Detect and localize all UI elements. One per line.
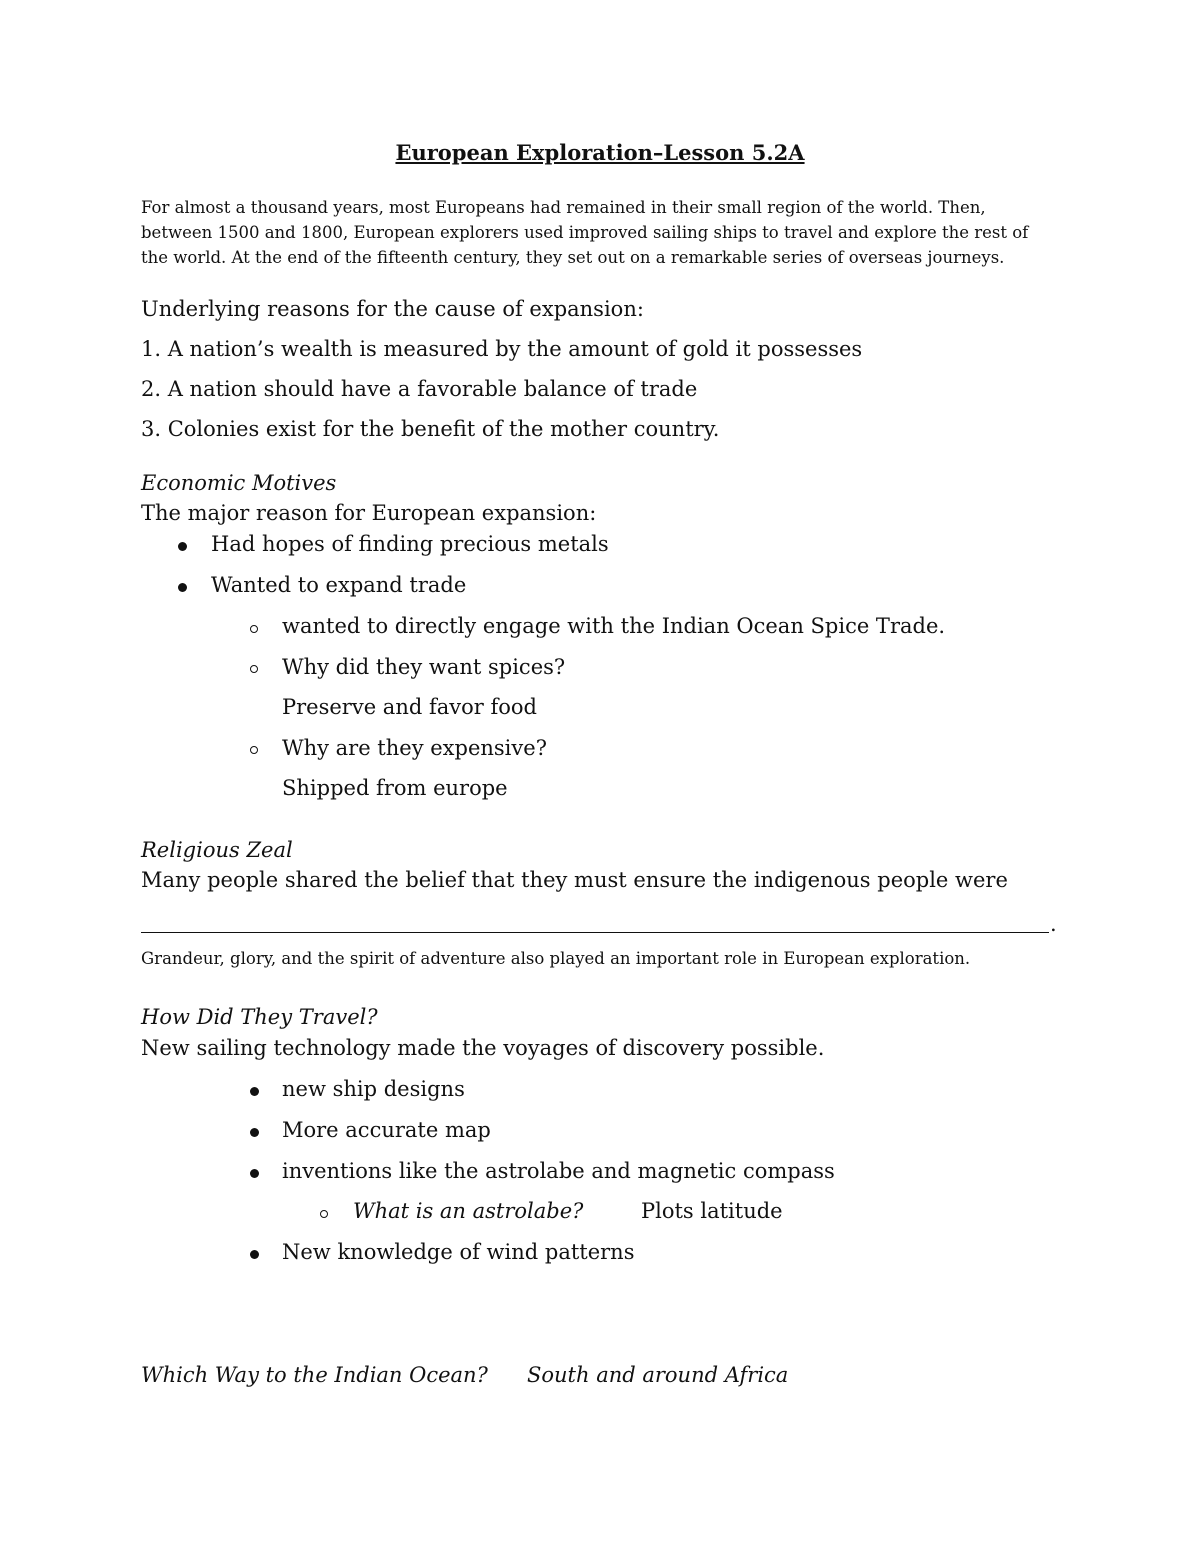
sub-bullet-icon [250, 665, 258, 673]
travel-lead: New sailing technology made the voyages of discovery possible. [141, 1036, 825, 1060]
indian-ocean-answer: South and around Africa [527, 1363, 789, 1387]
reason-item: 2. A nation should have a favorable balance of trade [141, 377, 698, 401]
sub-question: What is an astrolabe? [353, 1199, 584, 1223]
bullet-icon [250, 1250, 259, 1259]
sub-answer: Plots latitude [641, 1199, 783, 1223]
sub-bullet-icon [250, 746, 258, 754]
bullet-icon [250, 1169, 259, 1178]
list-item: Wanted to expand trade [211, 573, 467, 597]
list-item: inventions like the astrolabe and magnetic compass [282, 1159, 835, 1183]
intro-line: For almost a thousand years, most Europeans had remained in their small region of the world. Then, [141, 198, 986, 217]
fill-in-blank-line [141, 932, 1049, 933]
intro-line: between 1500 and 1800, European explorers used improved sailing ships to travel and explore the rest of [141, 223, 1029, 242]
bullet-icon [250, 1128, 259, 1137]
list-item: new ship designs [282, 1077, 465, 1101]
intro-line: the world. At the end of the fifteenth century, they set out on a remarkable series of overseas journeys. [141, 248, 1005, 267]
answer-text: Preserve and favor food [282, 695, 537, 719]
bullet-icon [250, 1087, 259, 1096]
religious-text: Many people shared the belief that they must ensure the indigenous people were [141, 868, 1008, 892]
indian-ocean-question: Which Way to the Indian Ocean? [141, 1363, 488, 1387]
travel-heading: How Did They Travel? [141, 1005, 378, 1029]
sub-list-item: wanted to directly engage with the Indian Ocean Spice Trade. [282, 614, 946, 638]
sub-list-item: Why are they expensive? [282, 736, 547, 760]
economic-heading: Economic Motives [141, 471, 337, 495]
reason-item: 3. Colonies exist for the benefit of the mother country. [141, 417, 720, 441]
blank-period: . [1050, 912, 1057, 936]
economic-lead: The major reason for European expansion: [141, 501, 597, 525]
page-title: European Exploration–Lesson 5.2A [395, 140, 805, 165]
list-item: More accurate map [282, 1118, 491, 1142]
intro-paragraph [141, 195, 1061, 270]
answer-text: Shipped from europe [282, 776, 508, 800]
list-item: New knowledge of wind patterns [282, 1240, 635, 1264]
sub-bullet-icon [320, 1210, 328, 1218]
sub-bullet-icon [250, 625, 258, 633]
sub-list-item: Why did they want spices? [282, 655, 566, 679]
religious-heading: Religious Zeal [141, 838, 293, 862]
bullet-icon [178, 542, 187, 551]
reasons-heading: Underlying reasons for the cause of expansion: [141, 297, 644, 321]
list-item: Had hopes of finding precious metals [211, 532, 609, 556]
reason-item: 1. A nation’s wealth is measured by the amount of gold it possesses [141, 337, 863, 361]
bullet-icon [178, 583, 187, 592]
grandeur-text: Grandeur, glory, and the spirit of adventure also played an important role in European exploration. [141, 949, 971, 968]
